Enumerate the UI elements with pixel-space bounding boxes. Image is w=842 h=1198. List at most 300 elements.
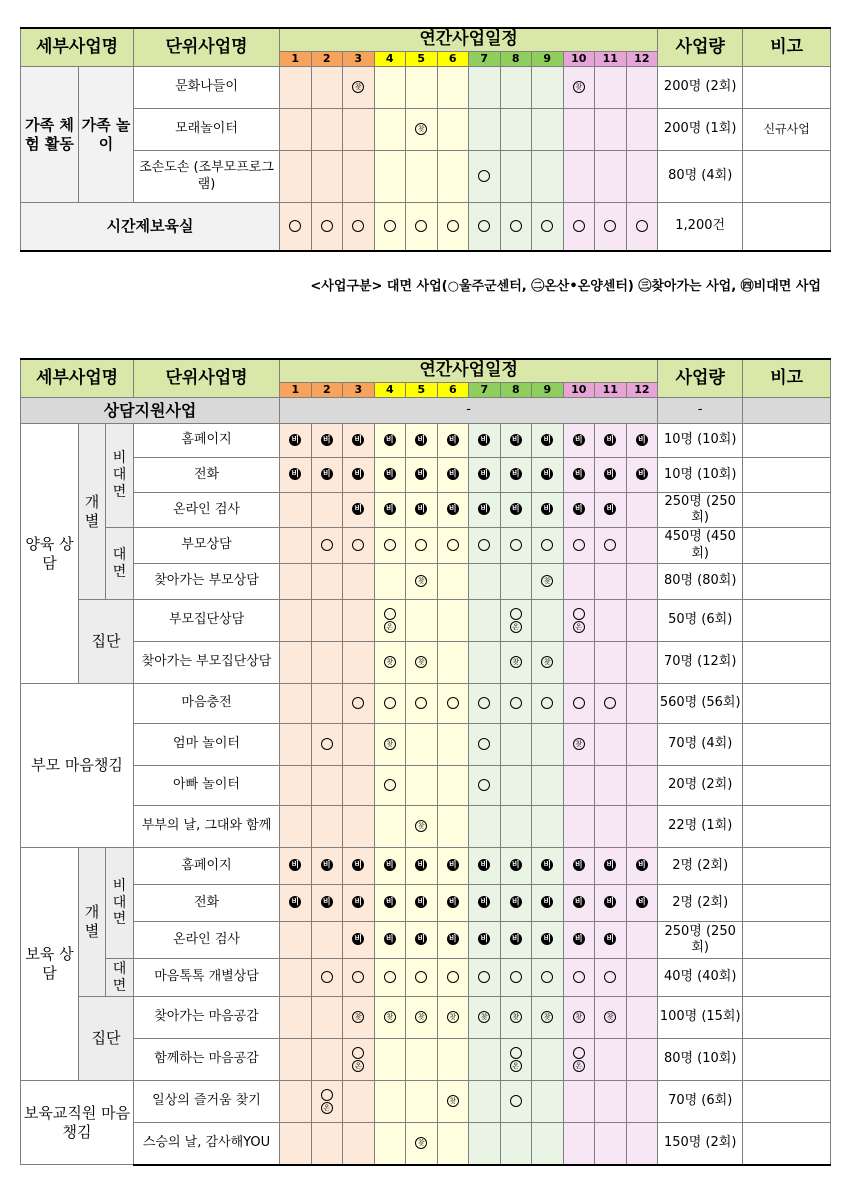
category-parenting-remote: 비대면 [106, 424, 134, 528]
month-cell [280, 600, 312, 642]
month-label: 12 [626, 383, 658, 398]
month-cell [469, 424, 501, 458]
circle-mark-icon [447, 539, 459, 551]
category-childcare: 시간제보육실 [21, 203, 280, 251]
remote-mark-icon: 비 [447, 933, 459, 945]
month-cell [595, 642, 627, 684]
remote-mark-icon: 비 [289, 434, 301, 446]
month-cell [374, 528, 406, 564]
month-cell [532, 600, 564, 642]
month-cell [343, 458, 375, 493]
month-cell [374, 203, 406, 251]
month-cell [500, 564, 532, 600]
month-cell [595, 528, 627, 564]
circle-mark-icon [510, 220, 522, 232]
month-cell [374, 642, 406, 684]
table-row [21, 997, 831, 1039]
month-cell [500, 424, 532, 458]
circle-mark-icon [573, 220, 585, 232]
table-row [21, 600, 831, 642]
volume-cell: 70명 (4회) [658, 724, 743, 766]
month-cell [280, 684, 312, 724]
month-label: 2 [311, 52, 343, 67]
month-cell [595, 564, 627, 600]
month-cell [280, 806, 312, 848]
month-cell [595, 109, 627, 151]
remote-mark-icon: 비 [415, 896, 427, 908]
table-row [21, 642, 831, 684]
note-cell [743, 564, 831, 600]
remote-mark-icon: 비 [604, 468, 616, 480]
month-cell [280, 1081, 312, 1123]
month-cell [563, 600, 595, 642]
circle-mark-icon [510, 971, 522, 983]
remote-mark-icon: 비 [384, 468, 396, 480]
header-unit-2: 단위사업명 [134, 359, 280, 398]
month-cell [500, 1123, 532, 1165]
month-cell [437, 528, 469, 564]
month-cell [374, 997, 406, 1039]
category-family: 가족 체험 활동 [21, 67, 79, 203]
volume-cell: 250명 (250회) [658, 493, 743, 528]
month-cell [311, 806, 343, 848]
month-label: 1 [280, 52, 312, 67]
circle-mark-icon [384, 971, 396, 983]
month-cell [311, 642, 343, 684]
remote-mark-icon: 비 [447, 434, 459, 446]
unit-name: 일상의 즐거움 찾기 [134, 1081, 280, 1123]
note-cell [743, 1081, 831, 1123]
unit-name: 온라인 검사 [134, 922, 280, 959]
remote-mark-icon: 비 [636, 468, 648, 480]
visit-mark-icon: 찾 [447, 1011, 459, 1023]
month-cell [532, 1081, 564, 1123]
note-cell [743, 997, 831, 1039]
month-cell [532, 642, 564, 684]
month-cell [500, 848, 532, 885]
remote-mark-icon: 비 [541, 859, 553, 871]
month-cell [374, 458, 406, 493]
visit-mark-icon: 찾 [478, 1011, 490, 1023]
month-cell [437, 959, 469, 997]
family-activity-table [20, 27, 831, 252]
month-cell [563, 564, 595, 600]
month-cell [626, 848, 658, 885]
category-care-group: 집단 [79, 997, 134, 1081]
remote-mark-icon: 비 [384, 896, 396, 908]
unit-name: 전화 [134, 885, 280, 922]
month-label: 7 [469, 383, 501, 398]
unit-name: 홈페이지 [134, 848, 280, 885]
category-care-individual: 개별 [79, 848, 106, 997]
circle-onsan-mark-icon: 온 [343, 1047, 374, 1072]
month-cell [532, 997, 564, 1039]
month-cell [532, 766, 564, 806]
remote-mark-icon: 비 [510, 434, 522, 446]
month-cell [437, 806, 469, 848]
month-cell [469, 109, 501, 151]
month-cell [311, 67, 343, 109]
circle-onsan-mark-icon: 온 [375, 608, 406, 633]
circle-mark-icon [478, 220, 490, 232]
month-cell [406, 885, 438, 922]
note-cell [743, 1039, 831, 1081]
month-cell [563, 151, 595, 203]
note-cell [743, 600, 831, 642]
note-cell [743, 848, 831, 885]
month-cell [374, 848, 406, 885]
circle-onsan-mark-icon: 온 [501, 1047, 532, 1072]
circle-mark-icon [510, 697, 522, 709]
month-label: 5 [406, 383, 438, 398]
volume-cell: 450명 (450회) [658, 528, 743, 564]
month-cell [626, 493, 658, 528]
month-cell [595, 922, 627, 959]
circle-mark-icon [604, 220, 616, 232]
circle-mark-icon [573, 971, 585, 983]
month-cell [437, 922, 469, 959]
visit-mark-icon: 찾 [384, 656, 396, 668]
month-cell [595, 151, 627, 203]
month-cell [280, 959, 312, 997]
month-cell [595, 885, 627, 922]
circle-mark-icon [352, 971, 364, 983]
remote-mark-icon: 비 [604, 933, 616, 945]
visit-mark-icon: 찾 [415, 575, 427, 587]
month-cell [406, 1039, 438, 1081]
month-cell [563, 885, 595, 922]
month-cell [280, 766, 312, 806]
month-label: 10 [563, 383, 595, 398]
month-cell [374, 600, 406, 642]
remote-mark-icon: 비 [478, 859, 490, 871]
circle-mark-icon [604, 971, 616, 983]
note-cell [743, 203, 831, 251]
remote-mark-icon: 비 [447, 503, 459, 515]
month-cell [343, 997, 375, 1039]
circle-mark-icon [541, 971, 553, 983]
volume-cell: 50명 (6회) [658, 600, 743, 642]
month-cell [280, 203, 312, 251]
unit-name: 전화 [134, 458, 280, 493]
month-cell [500, 528, 532, 564]
visit-mark-icon: 찾 [541, 656, 553, 668]
circle-mark-icon [384, 697, 396, 709]
month-cell [500, 151, 532, 203]
month-cell [595, 806, 627, 848]
remote-mark-icon: 비 [415, 468, 427, 480]
month-cell [563, 959, 595, 997]
month-cell [311, 1123, 343, 1165]
month-label: 4 [374, 52, 406, 67]
month-cell [469, 458, 501, 493]
month-cell [469, 959, 501, 997]
month-cell [500, 458, 532, 493]
unit-name: 홈페이지 [134, 424, 280, 458]
circle-mark-icon [384, 779, 396, 791]
month-cell [406, 109, 438, 151]
unit-name: 부모집단상담 [134, 600, 280, 642]
month-cell [343, 203, 375, 251]
visit-mark-icon: 찾 [384, 1011, 396, 1023]
month-cell [532, 806, 564, 848]
month-cell [626, 458, 658, 493]
month-cell [280, 1039, 312, 1081]
unit-name: 부모상담 [134, 528, 280, 564]
note-cell [743, 885, 831, 922]
visit-mark-icon: 찾 [352, 1011, 364, 1023]
month-cell [563, 458, 595, 493]
remote-mark-icon: 비 [321, 859, 333, 871]
circle-mark-icon [478, 971, 490, 983]
month-cell [311, 959, 343, 997]
circle-mark-icon [541, 220, 553, 232]
note-cell [743, 959, 831, 997]
header-detail: 세부사업명 [21, 28, 134, 67]
month-cell [469, 203, 501, 251]
month-cell [500, 806, 532, 848]
month-cell [500, 922, 532, 959]
month-cell [406, 684, 438, 724]
month-label: 12 [626, 52, 658, 67]
band-counseling-volume: - [658, 398, 743, 424]
month-cell [437, 203, 469, 251]
remote-mark-icon: 비 [573, 468, 585, 480]
month-cell [500, 1081, 532, 1123]
month-cell [500, 766, 532, 806]
month-label: 3 [343, 383, 375, 398]
month-cell [469, 1123, 501, 1165]
month-cell [563, 424, 595, 458]
visit-mark-icon: 찾 [415, 820, 427, 832]
month-cell [280, 922, 312, 959]
remote-mark-icon: 비 [478, 933, 490, 945]
header-schedule: 연간사업일정 [280, 28, 658, 52]
volume-cell: 200명 (2회) [658, 67, 743, 109]
visit-mark-icon: 찾 [604, 1011, 616, 1023]
remote-mark-icon: 비 [321, 434, 333, 446]
category-parenting-group: 집단 [79, 600, 134, 684]
volume-cell: 70명 (12회) [658, 642, 743, 684]
visit-mark-icon: 찾 [541, 1011, 553, 1023]
note-cell: 신규사업 [743, 109, 831, 151]
month-cell [437, 424, 469, 458]
month-cell [626, 151, 658, 203]
month-label: 9 [532, 52, 564, 67]
month-cell [532, 528, 564, 564]
month-cell [532, 458, 564, 493]
month-cell [469, 67, 501, 109]
category-parenting-face: 대면 [106, 528, 134, 600]
circle-mark-icon [321, 738, 333, 750]
month-cell [626, 724, 658, 766]
month-cell [469, 151, 501, 203]
month-cell [532, 203, 564, 251]
remote-mark-icon: 비 [541, 434, 553, 446]
month-cell [343, 922, 375, 959]
month-cell [626, 806, 658, 848]
remote-mark-icon: 비 [321, 468, 333, 480]
month-cell [343, 600, 375, 642]
circle-mark-icon [415, 539, 427, 551]
month-cell [469, 1039, 501, 1081]
remote-mark-icon: 비 [510, 468, 522, 480]
month-cell [437, 642, 469, 684]
month-cell [280, 724, 312, 766]
volume-cell: 250명 (250회) [658, 922, 743, 959]
month-cell [437, 493, 469, 528]
month-cell [406, 458, 438, 493]
month-cell [626, 766, 658, 806]
table-row [21, 1039, 831, 1081]
unit-name: 문화나들이 [134, 67, 280, 109]
month-cell [500, 203, 532, 251]
volume-cell: 2명 (2회) [658, 848, 743, 885]
circle-mark-icon [573, 539, 585, 551]
month-label: 10 [563, 52, 595, 67]
note-cell [743, 684, 831, 724]
note-cell [743, 1123, 831, 1165]
circle-mark-icon [352, 697, 364, 709]
month-cell [563, 766, 595, 806]
row-childcare [21, 203, 831, 251]
table-row [21, 806, 831, 848]
category-family-play: 가족 놀이 [79, 67, 134, 203]
remote-mark-icon: 비 [415, 434, 427, 446]
month-cell [406, 642, 438, 684]
remote-mark-icon: 비 [573, 503, 585, 515]
note-cell [743, 766, 831, 806]
month-cell [406, 151, 438, 203]
month-cell [374, 766, 406, 806]
month-label: 9 [532, 383, 564, 398]
header-detail-2: 세부사업명 [21, 359, 134, 398]
month-cell [343, 959, 375, 997]
note-cell [743, 642, 831, 684]
unit-name: 조손도손 (조부모프로그램) [134, 151, 280, 203]
remote-mark-icon: 비 [415, 503, 427, 515]
month-cell [563, 1039, 595, 1081]
circle-mark-icon [289, 220, 301, 232]
header-unit: 단위사업명 [134, 28, 280, 67]
remote-mark-icon: 비 [447, 468, 459, 480]
month-cell [563, 203, 595, 251]
month-cell [280, 642, 312, 684]
month-cell [343, 766, 375, 806]
month-cell [406, 564, 438, 600]
month-cell [500, 109, 532, 151]
month-label: 5 [406, 52, 438, 67]
visit-mark-icon: 찾 [384, 738, 396, 750]
month-cell [563, 997, 595, 1039]
visit-mark-icon: 찾 [573, 1011, 585, 1023]
month-cell [311, 203, 343, 251]
remote-mark-icon: 비 [510, 859, 522, 871]
month-cell [406, 528, 438, 564]
unit-name: 아빠 놀이터 [134, 766, 280, 806]
month-cell [437, 109, 469, 151]
table-row [21, 564, 831, 600]
remote-mark-icon: 비 [321, 896, 333, 908]
month-cell [626, 203, 658, 251]
month-cell [437, 885, 469, 922]
remote-mark-icon: 비 [447, 896, 459, 908]
month-cell [532, 1123, 564, 1165]
category-care-remote: 비대면 [106, 848, 134, 959]
unit-name: 마음충전 [134, 684, 280, 724]
month-cell [626, 67, 658, 109]
header-volume-2: 사업량 [658, 359, 743, 398]
month-cell [595, 959, 627, 997]
month-cell [469, 997, 501, 1039]
circle-mark-icon [415, 220, 427, 232]
table-row [21, 766, 831, 806]
circle-mark-icon [636, 220, 648, 232]
month-cell [595, 67, 627, 109]
month-cell [437, 684, 469, 724]
month-cell [595, 600, 627, 642]
month-cell [500, 1039, 532, 1081]
category-parenting-individual: 개별 [79, 424, 106, 600]
month-cell [343, 806, 375, 848]
circle-mark-icon [510, 539, 522, 551]
table-row [21, 885, 831, 922]
month-cell [500, 885, 532, 922]
month-cell [437, 1123, 469, 1165]
month-cell [532, 109, 564, 151]
month-label: 2 [311, 383, 343, 398]
month-cell [595, 1081, 627, 1123]
remote-mark-icon: 비 [541, 503, 553, 515]
month-cell [343, 109, 375, 151]
unit-name: 함께하는 마음공감 [134, 1039, 280, 1081]
circle-mark-icon [447, 220, 459, 232]
month-cell [563, 493, 595, 528]
month-cell [500, 493, 532, 528]
circle-onsan-mark-icon: 온 [564, 1047, 595, 1072]
month-cell [563, 848, 595, 885]
month-cell [532, 1039, 564, 1081]
table-row [21, 1123, 831, 1165]
remote-mark-icon: 비 [573, 896, 585, 908]
month-cell [311, 151, 343, 203]
remote-mark-icon: 비 [510, 933, 522, 945]
remote-mark-icon: 비 [478, 468, 490, 480]
month-cell [311, 424, 343, 458]
month-cell [343, 1081, 375, 1123]
visit-mark-icon: 찾 [415, 123, 427, 135]
month-cell [532, 151, 564, 203]
month-label: 8 [500, 52, 532, 67]
remote-mark-icon: 비 [384, 859, 396, 871]
month-cell [311, 1039, 343, 1081]
volume-cell: 1,200건 [658, 203, 743, 251]
month-cell [406, 959, 438, 997]
month-cell [280, 493, 312, 528]
remote-mark-icon: 비 [636, 859, 648, 871]
remote-mark-icon: 비 [352, 434, 364, 446]
volume-cell: 22명 (1회) [658, 806, 743, 848]
visit-mark-icon: 찾 [352, 81, 364, 93]
volume-cell: 150명 (2회) [658, 1123, 743, 1165]
month-cell [626, 1039, 658, 1081]
remote-mark-icon: 비 [384, 434, 396, 446]
month-cell [280, 564, 312, 600]
volume-cell: 10명 (10회) [658, 424, 743, 458]
note-cell [743, 806, 831, 848]
table-row [21, 424, 831, 458]
month-cell [469, 564, 501, 600]
